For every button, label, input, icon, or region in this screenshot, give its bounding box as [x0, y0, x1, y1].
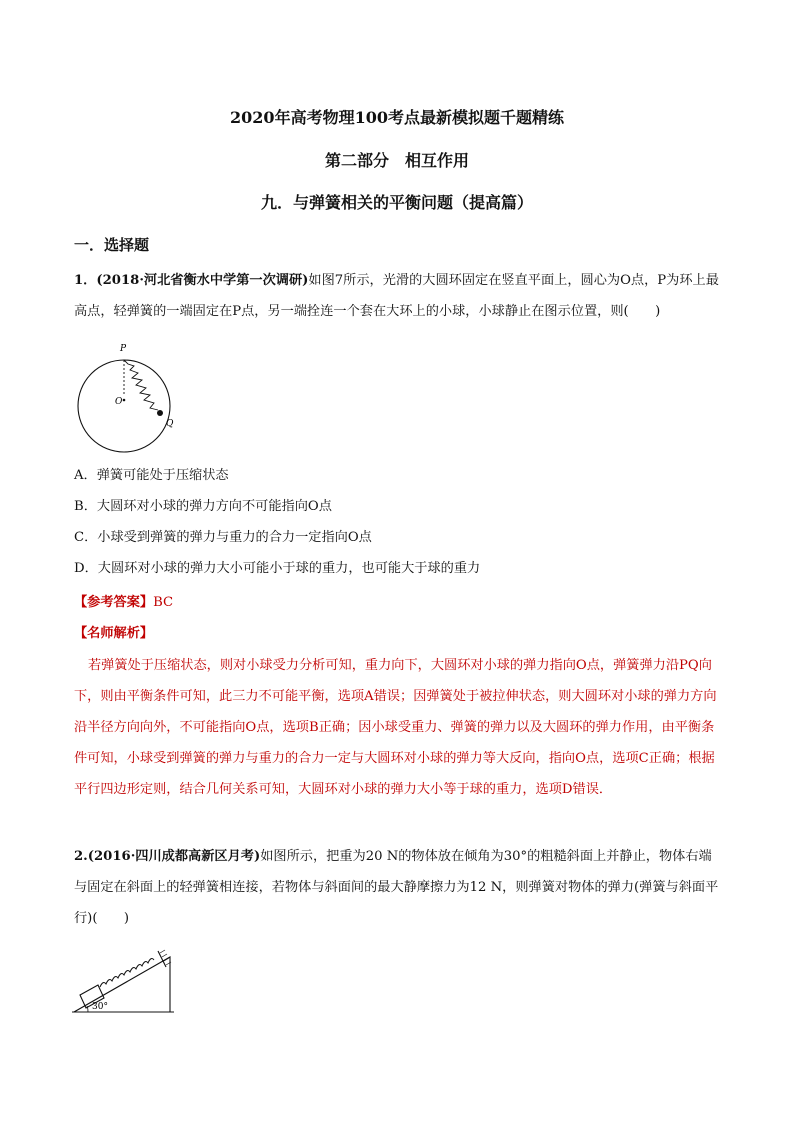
answer-value: BC [153, 595, 174, 610]
option-a: A．弹簧可能处于压缩状态 [74, 468, 229, 483]
option-b: B．大圆环对小球的弹力方向不可能指向O点 [74, 499, 332, 514]
reference-answer [74, 591, 173, 610]
wall [158, 951, 166, 967]
document-title: 2020年高考物理100考点最新模拟题千题精练 [230, 108, 564, 127]
question-1-number: 1． [74, 273, 97, 288]
question-2-text: 如图所示，把重为20 N的物体放在倾角为30°的粗糙斜面上并静止，物体右端与固定在斜面上的轻弹簧相连接，若物体与斜面间的最大静摩擦力为12 N，则弹簧对物体的弹力(弹簧与斜面平行)( ) [74, 849, 719, 926]
small-ball [157, 410, 163, 416]
center-point [123, 399, 126, 402]
question-2-number-source: 2.(2016·四川成都高新区月考) [74, 849, 261, 864]
incline [74, 957, 170, 1012]
answer-label: 【参考答案】 [74, 595, 154, 610]
option-d: D．大圆环对小球的弹力大小可能小于球的重力，也可能大于球的重力 [74, 561, 481, 576]
analysis-label: 【名师解析】 [74, 626, 154, 641]
analysis-heading [74, 622, 153, 641]
label-q: Q [166, 419, 174, 429]
spring [100, 959, 154, 987]
label-o: O [115, 397, 123, 407]
analysis-text: 若弹簧处于压缩状态，则对小球受力分析可知，重力向下，大圆环对小球的弹力指向O点，弹簧弹力沿PQ向下，则由平衡条件可知，此三力不可能平衡，选项A错误；因弹簧处于被拉伸状态，则大圆环对小球的弹力方向沿半径方向向外，不可能指向O点，选项B正确；因小球受重力、弹簧的弹力以及大圆环的弹力作用，由平衡条件可知，小球受到弹簧的弹力与重力的合力一定与大圆环对小球的弹力等大反向，指向O点，选项C正确；根据平行四边形定则，结合几何关系可知，大圆环对小球的弹力大小等于球的重力，选项D错误． [74, 658, 717, 797]
incline-spring-figure [70, 935, 180, 1015]
option-c: C．小球受到弹簧的弹力与重力的合力一定指向O点 [74, 530, 372, 545]
section-heading: 一．选择题 [74, 236, 150, 254]
topic-title: 九．与弹簧相关的平衡问题（提高篇） [260, 193, 533, 212]
part-title: 第二部分 相互作用 [324, 151, 469, 170]
question-2-stem [74, 841, 724, 934]
label-p: P [120, 344, 127, 354]
ring-spring-figure [72, 338, 192, 458]
question-1-stem [74, 265, 724, 327]
spring [124, 360, 158, 410]
angle-label: 30° [92, 1002, 108, 1012]
question-1-text: 如图7所示，光滑的大圆环固定在竖直平面上，圆心为O点，P为环上最高点，轻弹簧的一端固定在P点，另一端拴连一个套在大环上的小球，小球静止在图示位置，则( ) [74, 273, 719, 319]
question-1-source: (2018·河北省衡水中学第一次调研) [96, 273, 309, 288]
